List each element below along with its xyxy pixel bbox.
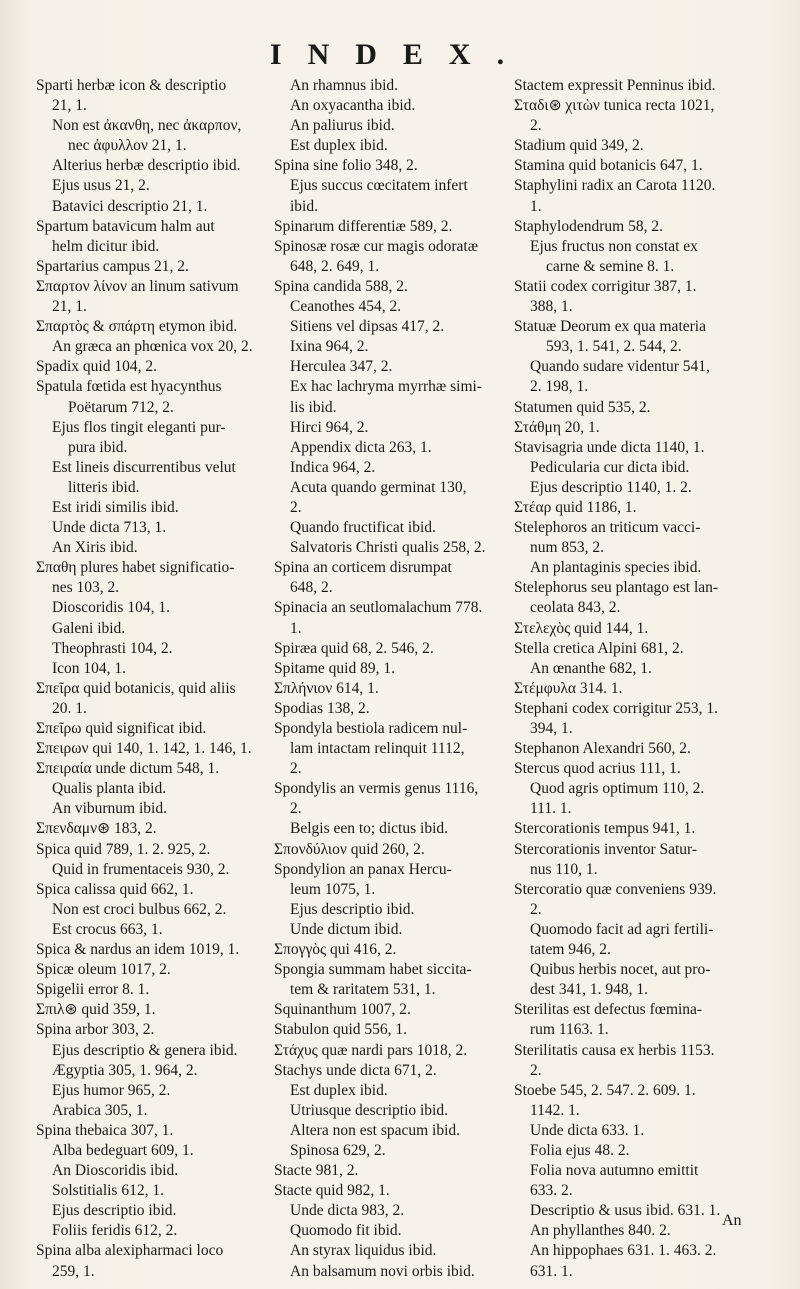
index-entry-line: Acuta quando germinat 130, <box>290 478 467 496</box>
index-entry-line: Σπειρων qui 140, 1. 142, 1. 146, 1. <box>36 740 252 758</box>
index-entry-line: An styrax liquidus ibid. <box>290 1242 437 1260</box>
index-entry-line: carne & semine 8. 1. <box>546 257 675 275</box>
index-entry-line: An viburnum ibid. <box>52 800 167 818</box>
index-entry-line: 648, 2. <box>290 579 333 597</box>
index-entry-line: Σπονδύλιον quid 260, 2. <box>274 840 425 858</box>
index-entry-line: nus 110, 1. <box>530 860 598 878</box>
index-entry-line: Stercorationis inventor Satur- <box>514 840 698 858</box>
index-entry-line: Ejus succus cœcitatem infert <box>290 177 468 195</box>
index-entry-line: 1142. 1. <box>530 1101 580 1119</box>
index-entry-line: Stacte quid 982, 1. <box>274 1182 390 1200</box>
index-entry-line: Spongia summam habet siccita- <box>274 961 472 979</box>
index-entry-line: An oxyacantha ibid. <box>290 97 416 115</box>
index-entry-line: Σπαθη plures habet significatio- <box>36 559 235 577</box>
index-entry-line: tem & raritatem 531, 1. <box>290 981 436 999</box>
index-entry-line: Est iridi similis ibid. <box>52 498 179 516</box>
index-entry-line: An phyllanthes 840. 2. <box>530 1222 671 1240</box>
index-entry-line: Spinarum differentiæ 589, 2. <box>274 217 453 235</box>
index-entry-line: An Dioscoridis ibid. <box>52 1162 179 1180</box>
index-entry-line: Stephanon Alexandri 560, 2. <box>514 740 691 758</box>
index-entry-line: Pedicularia cur dicta ibid. <box>530 458 690 476</box>
index-entry-line: Quod agris optimum 110, 2. <box>530 780 705 798</box>
index-entry-line: 593, 1. 541, 2. 544, 2. <box>546 338 682 356</box>
index-entry-line: Spadix quid 104, 2. <box>36 358 157 376</box>
index-entry-line: Batavici descriptio 21, 1. <box>52 197 208 215</box>
index-entry-line: ceolata 843, 2. <box>530 599 621 617</box>
index-entry-line: 2. <box>290 498 302 516</box>
index-entry-line: Ejus descriptio ibid. <box>52 1202 177 1220</box>
index-entry-line: Unde dictum ibid. <box>290 920 403 938</box>
index-entry-line: Herculea 347, 2. <box>290 358 393 376</box>
index-entry-line: 648, 2. 649, 1. <box>290 257 380 275</box>
index-entry-line: Alterius herbæ descriptio ibid. <box>52 157 241 175</box>
index-entry-line: Σπεῖρα quid botanicis, quid aliis <box>36 679 236 697</box>
index-entry-line: ibid. <box>290 197 318 215</box>
index-entry-line: Foliis feridis 612, 2. <box>52 1222 178 1240</box>
index-entry-line: 394, 1. <box>530 720 573 737</box>
index-entry-line: Spicæ oleum 1017, 2. <box>36 961 171 979</box>
index-entry-line: Staphylini radix an Carota 1120. <box>514 177 716 195</box>
index-entry-line: 388, 1. <box>530 298 573 316</box>
index-entry-line: Folia ejus 48. 2. <box>530 1141 630 1159</box>
index-entry-line: Galeni ibid. <box>52 619 126 637</box>
index-entry-line: Stoebe 545, 2. 547. 2. 609. 1. <box>514 1081 696 1099</box>
index-entry-line: Stactem expressit Penninus ibid. <box>514 77 716 94</box>
index-entry-line: Spondyla bestiola radicem nul- <box>274 720 468 737</box>
index-entry-line: 21, 1. <box>52 298 87 316</box>
index-entry-line: Stavisagria unde dicta 1140, 1. <box>514 438 705 456</box>
index-entry-line: Stelephorus seu plantago est lan- <box>514 579 719 597</box>
index-entry-line: Stamina quid botanicis 647, 1. <box>514 157 703 175</box>
index-entry-line: Poëtarum 712, 2. <box>68 398 174 416</box>
index-column-2 <box>274 76 506 1282</box>
index-column-3 <box>514 76 772 1282</box>
index-entry-line: Stercus quod acrius 111, 1. <box>514 760 681 778</box>
index-entry-line: Unde dicta 983, 2. <box>290 1202 405 1220</box>
index-entry-line: Sitiens vel dipsas 417, 2. <box>290 318 445 336</box>
index-entry-line: 631. 1. <box>530 1262 573 1280</box>
index-entry-line: An hippophaes 631. 1. 463. 2. <box>530 1242 717 1260</box>
index-entry-line: Spina arbor 303, 2. <box>36 1021 155 1039</box>
index-entry-line: Στάθμη 20, 1. <box>514 418 600 436</box>
index-entry-line: leum 1075, 1. <box>290 880 376 898</box>
index-entry-line: Spartarius campus 21, 2. <box>36 257 189 275</box>
index-entry-line: Stabulon quid 556, 1. <box>274 1021 408 1039</box>
index-entry-line: Στάχυς quæ nardi pars 1018, 2. <box>274 1041 468 1059</box>
index-entry-line: 633. 2. <box>530 1182 573 1200</box>
index-entry-line: 2. <box>290 760 302 778</box>
index-entry-line: Stadium quid 349, 2. <box>514 137 644 155</box>
index-entry-line: Ceanothes 454, 2. <box>290 298 402 316</box>
index-entry-line: Arabica 305, 1. <box>52 1101 148 1119</box>
index-entry-line: Alba bedeguart 609, 1. <box>52 1141 194 1159</box>
index-entry-line: Spina thebaica 307, 1. <box>36 1121 174 1139</box>
index-entry-line: Ægyptia 305, 1. 964, 2. <box>52 1061 198 1079</box>
index-entry-line: Staphylodendrum 58, 2. <box>514 217 663 235</box>
index-entry-line: num 853, 2. <box>530 539 605 557</box>
index-entry-line: lam intactam relinquit 1112, <box>290 740 465 758</box>
index-entry-line: Belgis een to; dictus ibid. <box>290 820 448 838</box>
index-entry-line: Spatula fœtida est hyacynthus <box>36 378 222 396</box>
index-entry-line: Σπενδαμν⊛ 183, 2. <box>36 820 157 838</box>
index-entry-line: Stachys unde dicta 671, 2. <box>274 1061 437 1079</box>
index-entry-line: An græca an phœnica vox 20, 2. <box>52 338 253 356</box>
index-entry-line: 111. 1. <box>530 800 572 818</box>
index-entry-line: nec ἀφυλλον 21, 1. <box>68 137 187 155</box>
index-entry-line: Spigelii error 8. 1. <box>36 981 150 999</box>
index-entry-line: Ejus usus 21, 2. <box>52 177 150 195</box>
index-entry-line: 1. <box>290 619 302 637</box>
index-entry-line: Theophrasti 104, 2. <box>52 639 173 657</box>
index-entry-line: Σπαρτον λίνον an linum sativum <box>36 277 239 295</box>
index-entry-line: 2. 198, 1. <box>530 378 589 396</box>
index-entry-line: Σταδι⊛ χιτὼν tunica recta 1021, <box>514 97 715 115</box>
index-entry-line: Solstitialis 612, 1. <box>52 1182 164 1200</box>
catchword: An <box>722 1212 742 1229</box>
index-entry-line: Stacte 981, 2. <box>274 1162 359 1180</box>
index-entry-line: An balsamum novi orbis ibid. <box>290 1262 475 1280</box>
index-entry-line: Στελεχὸς quid 144, 1. <box>514 619 649 637</box>
index-entry-line: Stella cretica Alpini 681, 2. <box>514 639 684 657</box>
index-entry-line: An Xiris ibid. <box>52 539 138 557</box>
index-entry-line: 2. <box>530 900 542 918</box>
index-entry-line: Dioscoridis 104, 1. <box>52 599 170 617</box>
index-entry-line: Unde dicta 633. 1. <box>530 1121 645 1139</box>
index-entry-line: tatem 946, 2. <box>530 941 611 959</box>
index-entry-line: Sterilitatis causa ex herbis 1153. <box>514 1041 715 1059</box>
index-entry-line: Σπλήνιον 614, 1. <box>274 679 379 697</box>
index-entry-line: Sterilitas est defectus fœmina- <box>514 1001 703 1019</box>
index-entry-line: 1. <box>530 197 542 215</box>
index-entry-line: Spina an corticem disrumpat <box>274 559 452 577</box>
index-entry-line: 2. <box>530 1061 542 1079</box>
index-entry-line: helm dicitur ibid. <box>52 237 160 255</box>
index-entry-line: Spica quid 789, 1. 2. 925, 2. <box>36 840 211 858</box>
index-entry-line: Squinanthum 1007, 2. <box>274 1001 411 1019</box>
index-entry-line: 20. 1. <box>52 699 87 717</box>
index-entry-line: Hirci 964, 2. <box>290 418 369 436</box>
index-entry-line: Statuæ Deorum ex qua materia <box>514 318 706 336</box>
index-entry-line: Σπειραία unde dictum 548, 1. <box>36 760 220 778</box>
index-entry-line: Stelephoros an triticum vacci- <box>514 519 701 537</box>
index-entry-line: Spina sine folio 348, 2. <box>274 157 418 175</box>
index-entry-line: An plantaginis species ibid. <box>530 559 702 577</box>
index-entry-line: Spondylion an panax Hercu- <box>274 860 452 878</box>
index-entry-line: Ejus descriptio & genera ibid. <box>52 1041 238 1059</box>
index-entry-line: Spartum batavicum halm aut <box>36 217 215 235</box>
index-entry-line: Stercoratio quæ conveniens 939. <box>514 880 717 898</box>
index-entry-line: Spica calissa quid 662, 1. <box>36 880 194 898</box>
index-entry-line: Spinacia an seutlomalachum 778. <box>274 599 483 617</box>
index-entry-line: Indica 964, 2. <box>290 458 376 476</box>
index-entry-line: Non est ἀκανθη, nec ἀκαρπον, <box>52 117 242 135</box>
index-entry-line: An paliurus ibid. <box>290 117 395 135</box>
index-entry-line: rum 1163. 1. <box>530 1021 609 1039</box>
index-column-1 <box>36 76 268 1282</box>
index-entry-line: Quando sudare videntur 541, <box>530 358 710 376</box>
index-entry-line: Est lineis discurrentibus velut <box>52 458 236 476</box>
index-entry-line: Ejus descriptio ibid. <box>290 900 415 918</box>
index-entry-line: Spodias 138, 2. <box>274 699 370 717</box>
index-entry-line: lis ibid. <box>290 398 337 416</box>
index-entry-line: Spina candida 588, 2. <box>274 277 408 295</box>
page-header: INDEX. <box>269 38 531 71</box>
index-entry-line: nes 103, 2. <box>52 579 120 597</box>
index-entry-line: 259, 1. <box>52 1262 95 1280</box>
index-entry-line: An œnanthe 682, 1. <box>530 659 652 677</box>
index-entry-line: Icon 104, 1. <box>52 659 127 677</box>
index-entry-line: Quando fructificat ibid. <box>290 519 436 537</box>
index-entry-line: pura ibid. <box>68 438 128 456</box>
index-entry-line: Ejus flos tingit eleganti pur- <box>52 418 226 436</box>
index-entry-line: Est duplex ibid. <box>290 1081 388 1099</box>
index-entry-line: Σπιλ⊛ quid 359, 1. <box>36 1001 156 1019</box>
index-entry-line: Σπογγὸς qui 416, 2. <box>274 941 397 959</box>
index-entry-line: Στέμφυλα 314. 1. <box>514 679 623 697</box>
index-entry-line: Ex hac lachryma myrrhæ simi- <box>290 378 482 396</box>
index-entry-line: Appendix dicta 263, 1. <box>290 438 432 456</box>
index-entry-line: Altera non est spacum ibid. <box>290 1121 461 1139</box>
index-entry-line: Stephani codex corrigitur 253, 1. <box>514 699 719 717</box>
index-entry-line: Est duplex ibid. <box>290 137 388 155</box>
index-entry-line: dest 341, 1. 948, 1. <box>530 981 648 999</box>
index-entry-line: Unde dicta 713, 1. <box>52 519 167 537</box>
index-entry-line: Statumen quid 535, 2. <box>514 398 651 416</box>
index-entry-line: Spica & nardus an idem 1019, 1. <box>36 941 240 959</box>
index-entry-line: Spinosæ rosæ cur magis odoratæ <box>274 237 479 255</box>
index-entry-line: Folia nova autumno emittit <box>530 1162 699 1180</box>
index-entry-line: Spinosa 629, 2. <box>290 1141 386 1159</box>
index-entry-line: An rhamnus ibid. <box>290 77 399 94</box>
index-entry-line: Σπεῖρω quid significat ibid. <box>36 720 207 737</box>
index-entry-line: Quomodo fit ibid. <box>290 1222 402 1240</box>
index-entry-line: Salvatoris Christi qualis 258, 2. <box>290 539 486 557</box>
index-entry-line: Utriusque descriptio ibid. <box>290 1101 448 1119</box>
index-entry-line: Quid in frumentaceis 930, 2. <box>52 860 230 878</box>
index-entry-line: Ixina 964, 2. <box>290 338 369 356</box>
index-entry-line: Spiræa quid 68, 2. 546, 2. <box>274 639 434 657</box>
index-entry-line: Ejus fructus non constat ex <box>530 237 698 255</box>
index-entry-line: Spitame quid 89, 1. <box>274 659 395 677</box>
index-entry-line: Stercorationis tempus 941, 1. <box>514 820 696 838</box>
index-entry-line: Ejus descriptio 1140, 1. 2. <box>530 478 692 496</box>
index-entry-line: Non est croci bulbus 662, 2. <box>52 900 227 918</box>
index-entry-line: Qualis planta ibid. <box>52 780 167 798</box>
index-entry-line: Spina alba alexipharmaci loco <box>36 1242 224 1260</box>
index-entry-line: Sparti herbæ icon & descriptio <box>36 77 227 94</box>
index-entry-line: Est crocus 663, 1. <box>52 920 163 938</box>
index-entry-line: 21, 1. <box>52 97 87 115</box>
index-entry-line: Quibus herbis nocet, aut pro- <box>530 961 711 979</box>
index-entry-line: 2. <box>290 800 302 818</box>
index-entry-line: Statii codex corrigitur 387, 1. <box>514 277 697 295</box>
index-entry-line: Στέαρ quid 1186, 1. <box>514 498 637 516</box>
index-entry-line: Ejus humor 965, 2. <box>52 1081 171 1099</box>
index-entry-line: Quomodo facit ad agri fertili- <box>530 920 714 938</box>
index-entry-line: 2. <box>530 117 542 135</box>
index-entry-line: Σπαρτὸς & σπάρτη etymon ibid. <box>36 318 238 336</box>
index-entry-line: Spondylis an vermis genus 1116, <box>274 780 479 798</box>
index-entry-line: Descriptio & usus ibid. 631. 1. <box>530 1202 721 1220</box>
index-entry-line: litteris ibid. <box>68 478 140 496</box>
